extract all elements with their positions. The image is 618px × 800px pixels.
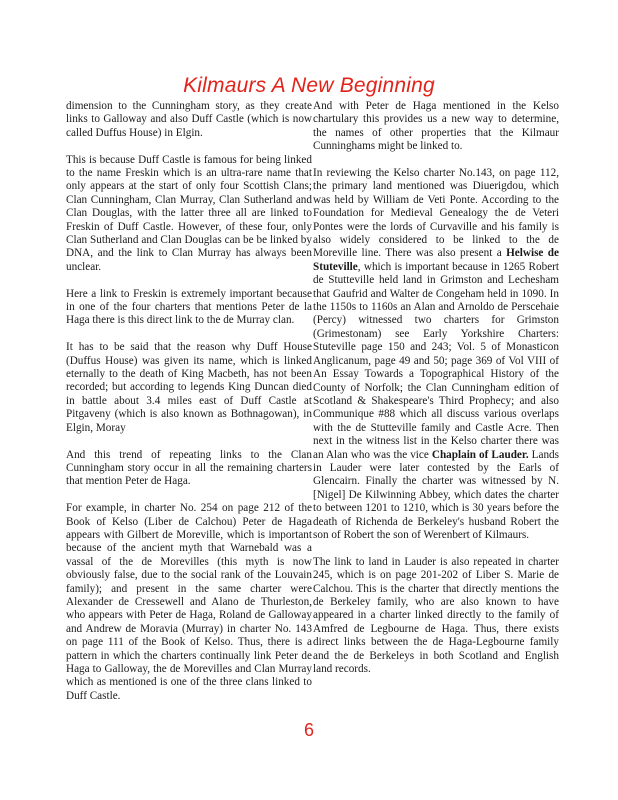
paragraph: Here a link to Freskin is extremely important because in one of the four charters that mentions Peter de la Haga there is this direct link to the de Murray clan.: [66, 287, 312, 327]
text-run: , which is important because in 1265 Robert de Stutteville held land in Grimston and Lechesham that Gaufrid and Walter de Congeham held in 1090. In the 1150s to 1160s an Alan and Arnoldo de Perscehaie (Percy) witnessed two charters for Grimston (Grimestonam) see Early Yorkshire Charters: Stuteville page 150 and 243; Vol. 5 of Monasticon Anglicanum, page 49 and 50; page 369 of Vol VIII of An Essay Towards a Topographical History of the County of Norfolk; the Clan Cunningham edition of Scotland & Shakespeare's Third Prophecy; and also Communique #88 which all discuss various overlaps with the de Stutteville family and Castle Acre. Then next in the witness list in the Kelso charter there was an Alan who was the vice: [313, 260, 559, 461]
text-run: Lands in Lauder were later contested by the Earls of Glencairn. Finally the charter was witnessed by N. [Nigel] De Kilwinning Abbey, which dates the charter to between 1201 to 1210, which is 30 years before the death of Richenda de Berkeley's husband Robert the son of Robert the son of Werenbert of Kilmaurs.: [313, 448, 560, 541]
paragraph: And with Peter de Haga mentioned in the Kelso chartulary this provides us a new way to determine, the names of other properties that the Kilmaur Cunninghams might be linked to.: [313, 100, 559, 153]
paragraph: It has to be said that the reason why Duff House (Duffus House) was given its name, which is linked eternally to the death of King Macbeth, has not been recorded; but according to legends King Duncan died in battle about 3.4 miles east of Duff Castle at Pitgaveny (which is also known as Bothnagowan), in Elgin, Moray: [66, 341, 312, 434]
paragraph: This is because Duff Castle is famous for being linked to the name Freskin which is an ultra-rare name that only appears at the start of only four Scottish Clans; Clan Cunningham, Clan Murray, Clan Sutherland and Clan Douglas, with the latter three all are linked to Freskin of Duff Castle. However, of these four, only Clan Sutherland and Clan Douglas can be be linked by DNA, and the link to Clan Murray has always been unclear.: [66, 153, 312, 273]
paragraph: For example, in charter No. 254 on page 212 of the Book of Kelso (Liber de Calchou) Peter de Haga appears with Gilbert de Moreville, which is important because of the ancient myth that Warnebald was a vassal of the de Morevilles (this myth is now obviously false, due to the social rank of the Louvain family); and present in the same charter were Alexander de Cressewell and Alano de Thurleston, who appears with Peter de Haga, Roland de Galloway and Andrew de Moravia (Murray) in charter No. 143 on page 111 of the Book of Kelso. Thus, there is a pattern in which the charters continually link Peter de Haga to Galloway, the de Morevilles and Clan Murray which as mentioned is one of the three clans linked to Duff Castle.: [66, 502, 312, 702]
bold-name: Chaplain of Lauder.: [431, 448, 529, 461]
bold-name: Helwise de Stuteville: [313, 247, 559, 273]
paragraph: dimension to the Cunningham story, as they create links to Galloway and also Duff Castle (which is now called Duffus House) in Elgin.: [66, 100, 312, 139]
page-title: Kilmaurs A New Beginning: [183, 74, 435, 97]
right-column: [313, 100, 559, 690]
paragraph: And this trend of repeating links to the Clan Cunningham story occur in all the remaining charters that mention Peter de Haga.: [66, 448, 312, 488]
paragraph: The link to land in Lauder is also repeated in charter 245, which is on page 201-202 of Liber S. Marie de Calchou. This is the charter that directly mentions the de Berkeley family, who are also known to have appeared in a charter linked directly to the family of Amfred de Legbourne de Haga. Thus, there exists direct links between the de Haga-Legbourne family and the de Berkeleys in both Scotland and English land records.: [313, 555, 559, 676]
text-run: In reviewing the Kelso charter No.143, on page 112, the primary land mentioned was Diuerigdou, which was held by William de Veti Ponte. According to the Foundation for Medieval Genealogy the de Veteri Pontes were the lords of Curvaville and his family is also widely considered to be linked to the de Moreville line. There was also present a: [313, 167, 559, 260]
page-number: 6: [303, 720, 314, 740]
left-column: [66, 100, 312, 717]
paragraph: [313, 167, 559, 542]
